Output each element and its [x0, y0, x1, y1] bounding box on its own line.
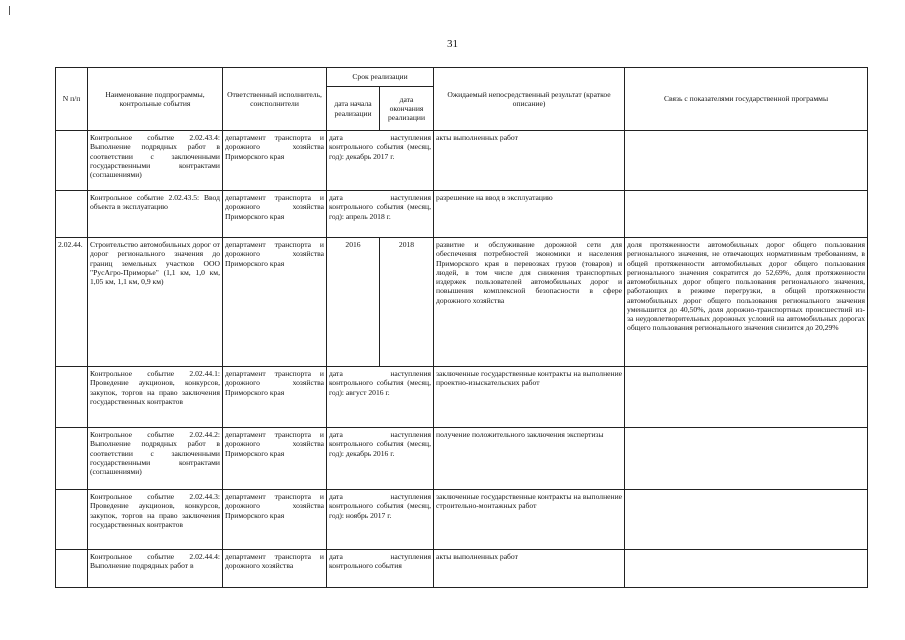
row-num — [56, 490, 88, 550]
row-num — [56, 550, 88, 588]
row-link — [625, 131, 868, 191]
row-control-date: дата наступления контрольного события — [327, 550, 434, 588]
header-executor: Ответственный исполнитель, соисполнители — [223, 68, 327, 131]
row-result: получение положительного заключения экспертизы — [434, 428, 625, 490]
table-row — [56, 238, 868, 367]
row-executor: департамент транспорта и дорожного хозяйства Приморского края — [223, 191, 327, 238]
row-name: Строительство автомобильных дорог от дорог регионального значения до границ земельных участков ООО "РусАгро-Приморье" (1,1 км, 1,0 км, 1,05 км, 1,1 км, 0,9 км) — [88, 238, 223, 367]
row-start-year: 2016 — [327, 238, 380, 367]
header-num: N п/п — [56, 68, 88, 131]
row-control-date: дата наступления контрольного события (месяц, год): ноябрь 2017 г. — [327, 490, 434, 550]
row-link — [625, 550, 868, 588]
row-end-year: 2018 — [380, 238, 434, 367]
row-link — [625, 428, 868, 490]
row-name: Контрольное событие 2.02.43.4: Выполнение подрядных работ в соответствии с заключенными государственными контрактами (соглашениями) — [88, 131, 223, 191]
program-table — [55, 67, 868, 588]
header-link: Связь с показателями государственной программы — [625, 68, 868, 131]
page-number: 31 — [447, 38, 458, 50]
row-link — [625, 191, 868, 238]
table-row — [56, 367, 868, 428]
row-name: Контрольное событие 2.02.44.4: Выполнение подрядных работ в — [88, 550, 223, 588]
table-row — [56, 550, 868, 588]
row-name: Контрольное событие 2.02.44.2: Выполнение подрядных работ в соответствии с заключенными государственными контрактами (соглашениями) — [88, 428, 223, 490]
header-name: Наименование подпрограммы, контрольные события — [88, 68, 223, 131]
table-row — [56, 191, 868, 238]
row-result: акты выполненных работ — [434, 550, 625, 588]
row-num — [56, 191, 88, 238]
row-executor: департамент транспорта и дорожного хозяйства Приморского края — [223, 490, 327, 550]
row-link: доля протяженности автомобильных дорог общего пользования регионального значения, не отвечающих нормативным требованиям, в общей протяженности автомобильных дорог общего пользования регионального значения сократится до 52,69%, доля протяженности автомобильных дорог общего пользования регионального значения, работающих в режиме перегрузки, в общей протяженности автомобильных дорог общего пользования регионального значения уменьшится до 40,50%, доля дорожно-транспортных происшествий из-за неудовлетворительных дорожных условий на автомобильных дорогах общего пользования регионального значения снизится до 20,29% — [625, 238, 868, 367]
row-result: развитие и обслуживание дорожной сети для обеспечения потребностей экономики и населения Приморского края в перевозках грузов (товаров) и людей, в том числе для снижения транспортных издержек пользователей автомобильных дорог и повышения комплексной безопасности в сфере дорожного хозяйства — [434, 238, 625, 367]
row-executor: департамент транспорта и дорожного хозяйства Приморского края — [223, 131, 327, 191]
row-result: акты выполненных работ — [434, 131, 625, 191]
header-start: дата начала реализации — [327, 87, 380, 131]
row-result: заключенные государственные контракты на выполнение проектно-изыскательских работ — [434, 367, 625, 428]
header-result: Ожидаемый непосредственный результат (краткое описание) — [434, 68, 625, 131]
row-control-date: дата наступления контрольного события (месяц, год): август 2016 г. — [327, 367, 434, 428]
margin-mark — [9, 6, 10, 15]
row-num: 2.02.44. — [56, 238, 88, 367]
row-control-date: дата наступления контрольного события (месяц, год): декабрь 2016 г. — [327, 428, 434, 490]
row-num — [56, 131, 88, 191]
row-link — [625, 367, 868, 428]
row-executor: департамент транспорта и дорожного хозяйства Приморского края — [223, 238, 327, 367]
row-control-date: дата наступления контрольного события (месяц, год): декабрь 2017 г. — [327, 131, 434, 191]
table-row — [56, 131, 868, 191]
row-num — [56, 428, 88, 490]
row-name: Контрольное событие 2.02.43.5: Ввод объекта в эксплуатацию — [88, 191, 223, 238]
row-name: Контрольное событие 2.02.44.3: Проведение аукционов, конкурсов, закупок, торгов на право заключения государственных контрактов — [88, 490, 223, 550]
row-name: Контрольное событие 2.02.44.1: Проведение аукционов, конкурсов, закупок, торгов на право заключения государственных контрактов — [88, 367, 223, 428]
row-control-date: дата наступления контрольного события (месяц, год): апрель 2018 г. — [327, 191, 434, 238]
row-num — [56, 367, 88, 428]
header-period: Срок реализации — [327, 68, 434, 87]
table-row — [56, 490, 868, 550]
row-link — [625, 490, 868, 550]
table-row — [56, 428, 868, 490]
header-end: дата окончания реализации — [380, 87, 434, 131]
row-executor: департамент транспорта и дорожного хозяйства Приморского края — [223, 428, 327, 490]
row-result: разрешение на ввод в эксплуатацию — [434, 191, 625, 238]
row-executor: департамент транспорта и дорожного хозяйства Приморского края — [223, 367, 327, 428]
row-executor: департамент транспорта и дорожного хозяйства — [223, 550, 327, 588]
row-result: заключенные государственные контракты на выполнение строительно-монтажных работ — [434, 490, 625, 550]
